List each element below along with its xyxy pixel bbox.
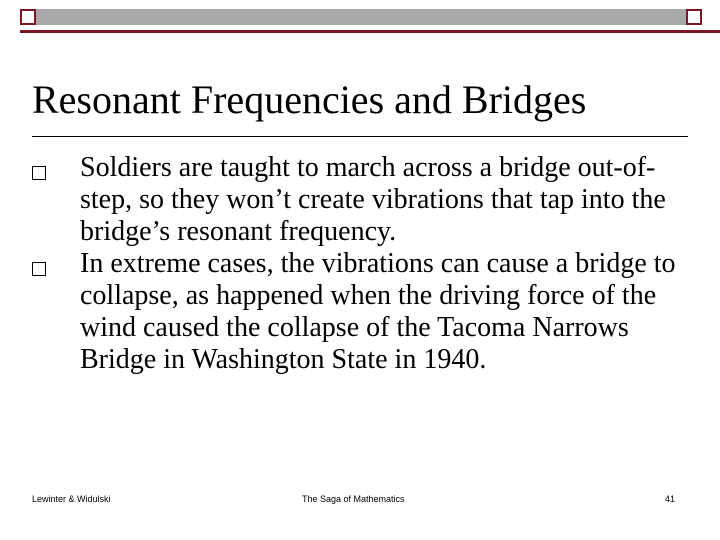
bullet-item — [32, 152, 692, 248]
top-accent-line — [20, 30, 720, 33]
title-divider — [32, 136, 688, 137]
right-corner-square-icon — [686, 9, 702, 25]
bullet-list — [32, 152, 692, 376]
footer-page-number: 41 — [665, 494, 676, 504]
bullet-text: In extreme cases, the vibrations can cause a bridge to collapse, as happened when the driving force of the wind caused the collapse of the Tacoma Narrows Bridge in Washington State in 1940. — [80, 248, 676, 375]
footer-authors: Lewinter & Widulski — [32, 494, 111, 504]
hollow-square-bullet-icon — [32, 262, 46, 276]
bullet-item — [32, 248, 692, 376]
footer-book-title: The Saga of Mathematics — [302, 494, 405, 504]
slide-title: Resonant Frequencies and Bridges — [32, 77, 587, 122]
bullet-text: Soldiers are taught to march across a bridge out-of-step, so they won’t create vibrations that tap into the bridge’s resonant frequency. — [80, 152, 666, 247]
hollow-square-bullet-icon — [32, 166, 46, 180]
left-corner-square-icon — [20, 9, 36, 25]
top-gray-band — [20, 9, 720, 25]
